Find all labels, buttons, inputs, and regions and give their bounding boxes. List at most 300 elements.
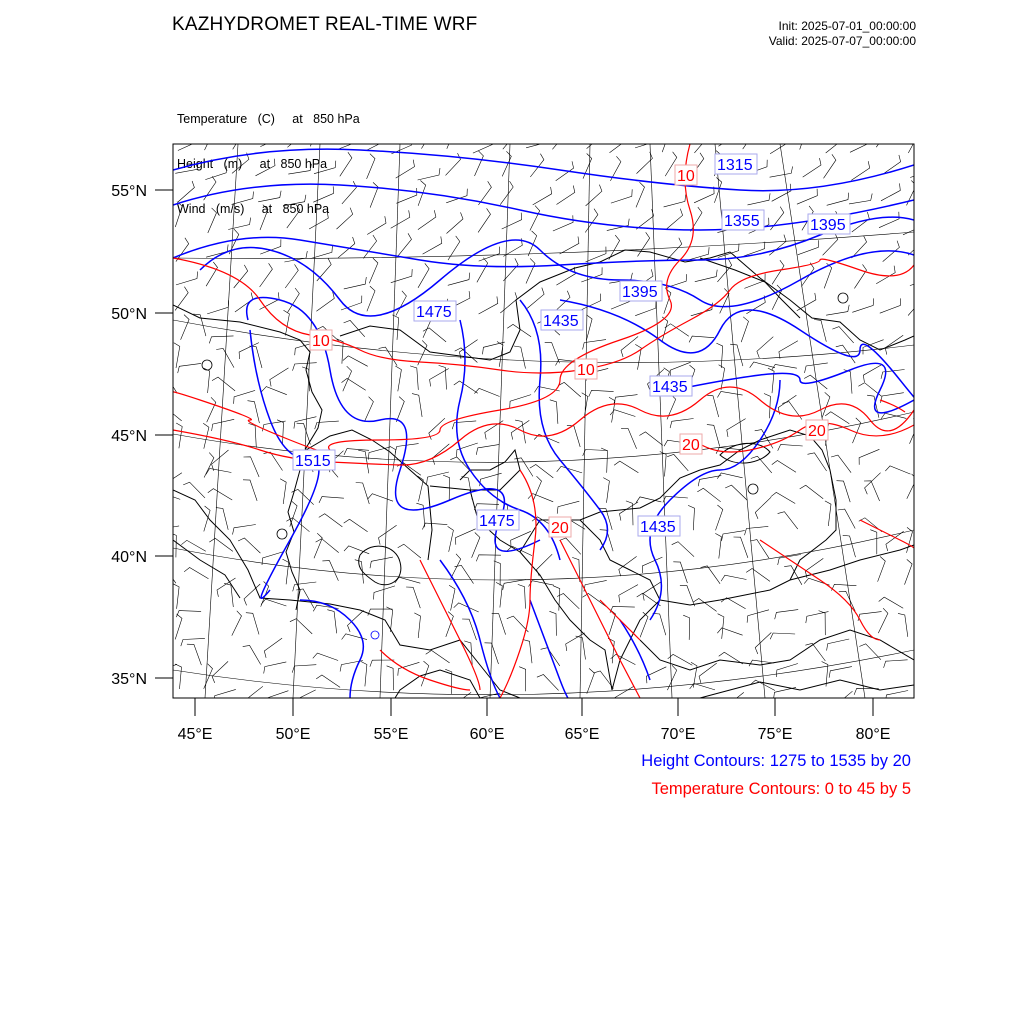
wind-barb — [884, 660, 908, 668]
wind-barb — [256, 159, 276, 176]
wind-barb — [209, 538, 233, 551]
wind-barb — [370, 182, 378, 207]
temp-label-10-center: 10 — [577, 362, 595, 379]
wind-barb — [313, 653, 338, 660]
wind-barb — [173, 584, 179, 609]
wind-barb — [204, 664, 213, 689]
height-label-1435-south: 1435 — [640, 519, 676, 536]
wind-barb — [344, 519, 368, 532]
wind-barb — [209, 336, 233, 344]
wind-barb — [910, 272, 931, 286]
lon-label-65: 65°E — [564, 726, 600, 743]
wind-barb — [293, 363, 317, 371]
wind-barb — [316, 292, 334, 312]
wind-barb — [770, 207, 783, 231]
wind-barb — [778, 512, 798, 529]
wind-barb — [178, 134, 198, 150]
wind-barb — [717, 628, 742, 635]
wind-barb — [797, 189, 817, 205]
temperature-contour-legend: Temperature Contours: 0 to 45 by 5 — [651, 780, 911, 798]
wind-barb — [367, 216, 386, 234]
height-label-1435-east: 1435 — [652, 379, 688, 396]
wind-barb — [885, 335, 903, 354]
wind-barb — [837, 481, 851, 502]
wind-barb — [838, 509, 856, 528]
wind-barb — [775, 610, 799, 620]
wind-barb — [620, 502, 639, 521]
wind-barb — [183, 482, 205, 498]
wind-barb — [260, 263, 273, 287]
wind-barb — [853, 418, 861, 443]
wind-barb — [614, 461, 638, 473]
wind-barb — [243, 646, 261, 665]
wind-barb — [824, 154, 836, 178]
wind-barb — [587, 668, 595, 693]
wind-barb — [478, 208, 490, 232]
wind-barb — [175, 202, 182, 227]
wind-barb — [836, 345, 855, 363]
wind-barb — [176, 272, 198, 285]
wind-barb — [529, 581, 554, 587]
wind-barb — [246, 686, 263, 706]
map-frame — [173, 144, 914, 698]
height-label-1355: 1355 — [724, 213, 760, 230]
wind-barb — [414, 613, 420, 638]
wind-barb — [533, 476, 542, 501]
wind-barb — [829, 667, 852, 678]
wind-barb — [205, 166, 226, 180]
wind-barb — [238, 538, 260, 553]
wind-barb — [155, 492, 180, 500]
temp-label-10-north: 10 — [677, 168, 695, 185]
wind-barb — [694, 187, 714, 203]
wind-barb — [715, 533, 721, 558]
wind-barb — [239, 343, 259, 359]
wind-barb — [207, 300, 228, 314]
wind-barb — [530, 465, 554, 478]
wind-barb — [721, 575, 746, 581]
wind-barb — [881, 413, 906, 419]
wind-barb — [626, 501, 633, 525]
wind-barb — [805, 558, 823, 578]
wind-barb — [500, 181, 513, 205]
wind-barb — [175, 664, 181, 689]
wind-barb — [537, 554, 553, 576]
wind-barb — [244, 457, 260, 477]
wind-barb — [610, 606, 635, 612]
wind-barb — [356, 483, 370, 505]
wind-barb — [672, 542, 694, 557]
wind-barb — [745, 526, 769, 535]
wind-barb — [288, 164, 311, 174]
wind-barb — [755, 633, 771, 655]
lon-label-55: 55°E — [373, 726, 409, 743]
wind-barb — [398, 544, 421, 558]
lat-label-55: 55°N — [111, 183, 147, 200]
wind-barb — [719, 365, 725, 390]
wind-barb — [367, 286, 375, 311]
height-label-1315: 1315 — [717, 157, 753, 174]
wind-barb — [908, 293, 923, 316]
height-label-1395-east: 1395 — [810, 217, 846, 234]
wind-barb — [412, 394, 422, 417]
wind-barb — [662, 127, 670, 152]
wind-barb — [234, 390, 256, 403]
wind-barb — [367, 154, 375, 179]
wind-barb — [545, 343, 560, 364]
wind-barb — [476, 444, 499, 454]
wind-barb — [526, 135, 548, 148]
lon-label-80: 80°E — [855, 726, 891, 743]
wind-barb — [697, 488, 720, 502]
wind-barb — [224, 583, 233, 607]
wind-barb — [379, 347, 398, 366]
wind-barb — [507, 616, 529, 632]
wind-barb — [316, 675, 340, 687]
temperature-contours — [161, 144, 915, 698]
wind-barb — [337, 135, 358, 150]
wind-barb — [439, 365, 447, 389]
wind-barb — [348, 610, 364, 632]
wind-barb — [311, 245, 333, 258]
wind-barb — [479, 296, 498, 314]
wind-barb — [216, 508, 228, 530]
wind-barb — [343, 356, 368, 366]
wind-barb — [585, 209, 598, 233]
wind-barb — [746, 569, 770, 582]
wind-barb — [779, 341, 798, 359]
wind-barb — [637, 593, 661, 606]
wind-barb — [232, 611, 242, 636]
wind-barb — [416, 503, 424, 527]
wind-barb — [519, 667, 526, 692]
wind-barb — [207, 397, 216, 422]
wind-barb — [503, 580, 526, 591]
wind-barb — [454, 603, 479, 612]
wind-barb — [621, 429, 637, 449]
wind-barb — [586, 247, 606, 262]
wind-barb — [782, 402, 802, 420]
wind-barb — [184, 568, 208, 579]
wind-barb — [391, 269, 412, 283]
wind-barb — [843, 535, 856, 557]
wind-barb — [854, 264, 866, 288]
wind-barb — [557, 186, 575, 205]
wind-barb — [825, 501, 831, 526]
wind-barb — [550, 400, 558, 424]
wind-barb — [803, 158, 821, 177]
wind-barb — [533, 187, 552, 205]
valid-time: Valid: 2025-07-07_00:00:00 — [768, 34, 916, 48]
wind-barb — [319, 497, 344, 503]
wind-barb — [769, 235, 786, 256]
wind-barb — [391, 210, 410, 228]
lon-axis — [178, 698, 891, 743]
wind-barb — [716, 343, 722, 368]
wind-barb — [670, 419, 694, 429]
wind-barb — [695, 270, 717, 282]
wind-barb — [849, 194, 872, 204]
wind-barb — [908, 234, 924, 255]
wind-barb — [181, 315, 190, 340]
wind-barb — [264, 662, 287, 674]
height-label-1435-north: 1435 — [543, 313, 579, 330]
wind-barb — [290, 619, 312, 634]
wind-barb — [581, 267, 602, 282]
wind-barb — [395, 366, 401, 391]
wind-barb — [778, 395, 796, 414]
wind-barb — [614, 395, 638, 404]
height-contour-legend: Height Contours: 1275 to 1535 by 20 — [641, 752, 911, 770]
wind-barb — [663, 496, 688, 502]
wind-barb — [556, 267, 575, 285]
wind-barb — [537, 675, 559, 691]
wind-barb — [387, 666, 394, 691]
height-label-1475-south: 1475 — [479, 513, 515, 530]
wind-barb — [609, 235, 620, 260]
wind-barb — [638, 232, 650, 256]
wind-barb — [844, 370, 852, 394]
height-label-1395: 1395 — [622, 284, 658, 301]
wind-barb — [410, 366, 418, 390]
wind-barb — [526, 258, 535, 283]
wind-barb — [206, 262, 217, 286]
wind-barb — [743, 125, 756, 149]
wind-barb — [449, 585, 455, 610]
wind-barb — [474, 504, 499, 510]
graticule — [173, 144, 914, 698]
init-time: Init: 2025-07-01_00:00:00 — [778, 19, 916, 33]
wind-barb — [370, 660, 394, 667]
wind-barb — [288, 288, 300, 312]
wind-barb — [549, 611, 556, 635]
wind-barb — [181, 638, 205, 646]
wind-barb — [673, 562, 687, 583]
wind-barb — [358, 450, 369, 473]
wind-barb — [369, 258, 378, 283]
wind-barb — [447, 124, 456, 149]
temp-label-20-south: 20 — [551, 520, 569, 537]
wind-barb — [635, 134, 657, 148]
wind-barb — [826, 133, 843, 153]
wind-barb — [368, 447, 390, 460]
variable-height: Height (m) at 850 hPa — [177, 157, 328, 171]
wind-barb — [827, 639, 850, 651]
wind-barb — [800, 124, 807, 149]
wind-barb — [396, 160, 415, 178]
lat-label-40: 40°N — [111, 549, 147, 566]
wind-barb — [586, 315, 592, 340]
wind-barb — [452, 421, 476, 429]
wind-barb — [361, 661, 367, 686]
wind-barb — [885, 466, 910, 474]
wind-barb — [297, 423, 311, 444]
wind-barb — [455, 565, 474, 583]
wind-barb — [879, 212, 899, 228]
wind-barb — [586, 185, 602, 206]
wind-barb — [212, 450, 229, 471]
wind-barb — [206, 245, 228, 258]
wind-barb — [716, 505, 723, 530]
wind-barb — [827, 193, 849, 206]
wind-barb — [363, 235, 376, 259]
wind-barb — [370, 557, 393, 568]
wind-barb — [475, 151, 484, 176]
wind-barb — [270, 368, 289, 387]
wind-barb — [667, 238, 682, 260]
wind-barb — [447, 212, 464, 233]
wind-barb — [187, 644, 202, 665]
wind-barb — [344, 277, 367, 289]
wind-barb — [770, 166, 793, 177]
wind-barb — [771, 492, 795, 503]
wind-barb — [228, 218, 250, 230]
wind-barb — [619, 556, 637, 576]
wind-barb — [741, 317, 748, 342]
lat-axis — [111, 183, 173, 688]
wind-barb — [610, 410, 635, 417]
wind-barb — [314, 533, 322, 558]
wind-barb — [175, 614, 182, 639]
plot-title: KAZHYDROMET REAL-TIME WRF — [172, 14, 478, 35]
variable-wind: Wind (m/s) at 850 hPa — [177, 202, 330, 216]
wind-barb — [518, 584, 526, 608]
wind-barb — [611, 654, 636, 664]
wind-barb — [778, 444, 803, 450]
wind-barb — [831, 455, 851, 473]
lat-label-45: 45°N — [111, 428, 147, 445]
temp-label-10-west: 10 — [312, 333, 330, 350]
wind-barb — [174, 343, 180, 368]
wind-barb — [246, 613, 259, 635]
wind-barb — [285, 264, 298, 288]
lon-label-70: 70°E — [660, 726, 696, 743]
wind-barb — [635, 344, 641, 369]
wind-barb — [379, 525, 397, 544]
wind-barb — [366, 134, 386, 151]
wind-barb — [342, 378, 366, 390]
wind-barb — [260, 292, 280, 309]
wind-barb — [248, 423, 256, 447]
wind-barb — [208, 489, 232, 500]
wind-barb — [390, 446, 396, 471]
wind-barb — [750, 680, 775, 690]
wind-barb — [294, 417, 317, 429]
wind-barb — [473, 137, 493, 153]
temp-label-20-east: 20 — [808, 423, 826, 440]
wind-barb — [176, 611, 201, 618]
wind-barb — [825, 412, 849, 424]
wind-barb — [426, 650, 450, 663]
wind-barb — [406, 587, 420, 608]
height-label-1515: 1515 — [295, 453, 331, 470]
wind-barb — [450, 457, 472, 473]
wind-barb — [670, 362, 691, 377]
wind-barb — [583, 594, 607, 607]
wind-barb — [283, 559, 289, 584]
lat-label-50: 50°N — [111, 306, 147, 323]
wind-barb — [639, 432, 662, 446]
wind-barb — [530, 206, 540, 231]
wind-barb — [718, 244, 739, 258]
wind-barb — [453, 692, 471, 712]
wind-barb — [584, 580, 607, 591]
wind-barb — [462, 477, 473, 500]
wind-barb — [706, 395, 719, 417]
wind-barb — [619, 585, 638, 603]
wind-barb — [858, 612, 882, 621]
wind-barb — [342, 634, 367, 640]
wind-barb — [879, 597, 904, 608]
height-label-1475-north: 1475 — [416, 304, 452, 321]
wind-barb — [233, 525, 256, 535]
wind-barbs — [155, 121, 931, 713]
wind-barb — [296, 589, 314, 608]
wind-barb — [865, 473, 881, 495]
wind-barb — [178, 363, 201, 373]
wind-barb — [448, 273, 470, 286]
wind-barb — [718, 128, 737, 146]
wind-barb — [423, 236, 442, 254]
wind-barb — [422, 523, 447, 529]
wind-barb — [566, 633, 585, 651]
wind-barb — [456, 529, 476, 545]
wind-barb — [476, 555, 501, 562]
wind-barb — [881, 183, 900, 200]
lon-label-75: 75°E — [757, 726, 793, 743]
wind-barb — [208, 208, 217, 233]
wind-barb — [750, 362, 775, 368]
wind-barb — [770, 633, 795, 639]
wind-barb — [772, 364, 797, 370]
wind-barb — [836, 691, 853, 712]
wind-barb — [667, 454, 688, 471]
wind-barb — [284, 310, 290, 335]
wind-barb — [337, 208, 353, 229]
wind-barb — [750, 540, 769, 559]
wind-barb — [867, 395, 879, 418]
wind-barb — [665, 324, 689, 336]
wind-barb — [689, 336, 714, 342]
wind-barb — [727, 419, 746, 437]
wind-barb — [734, 537, 748, 558]
wind-barb — [717, 259, 731, 282]
wind-barb — [496, 582, 502, 607]
wind-barb — [805, 643, 825, 661]
wind-barb — [880, 298, 901, 313]
wind-barb — [418, 263, 429, 288]
wind-barb — [492, 613, 506, 634]
temp-label-20-center: 20 — [682, 437, 700, 454]
wind-barb — [500, 292, 517, 313]
wind-barb — [204, 453, 214, 478]
wind-barb — [905, 559, 913, 584]
wind-barb — [878, 557, 886, 582]
wind-barb — [826, 305, 849, 315]
wind-barb — [364, 397, 373, 422]
wind-barb — [280, 479, 286, 504]
wind-barb — [455, 348, 478, 363]
wind-barb — [212, 419, 235, 431]
wind-barb — [688, 505, 694, 530]
wind-barb — [156, 664, 177, 678]
wind-barb — [646, 667, 666, 683]
wind-barb — [898, 613, 908, 636]
wind-barb — [800, 485, 824, 499]
wind-barb — [309, 211, 328, 229]
wind-barb — [477, 258, 488, 283]
wind-barb — [541, 648, 560, 666]
